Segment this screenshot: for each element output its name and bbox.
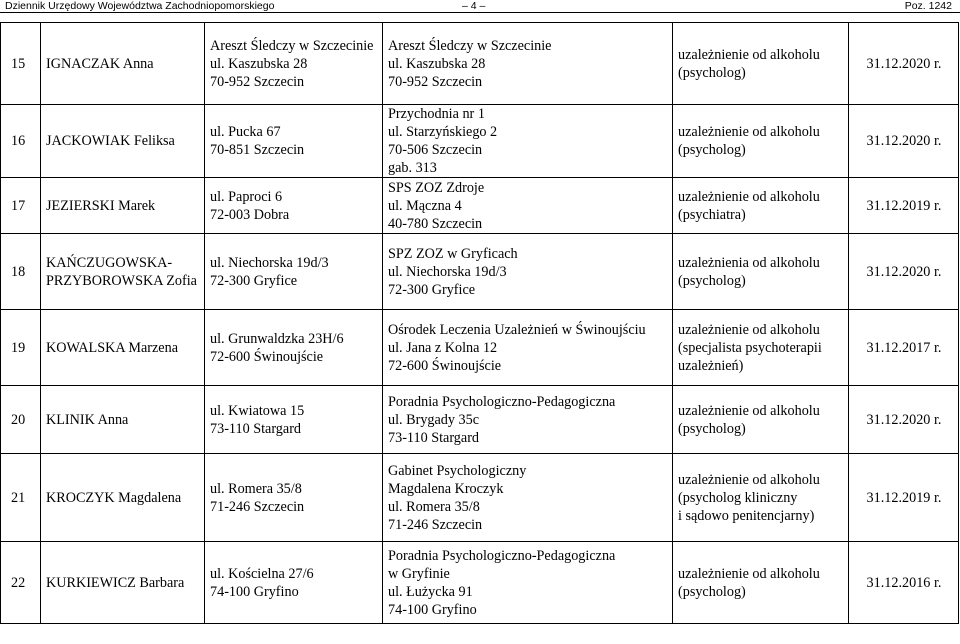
- page-header: [0, 0, 960, 12]
- person-name-line: PRZYBOROWSKA Zofia: [46, 272, 197, 289]
- person-address-line: 72-300 Gryfice: [210, 272, 298, 289]
- specialization-line: (psycholog): [678, 142, 746, 158]
- practice-place-line: 70-506 Szczecin: [388, 142, 483, 158]
- specialization-line: (psycholog kliniczny: [678, 489, 798, 506]
- person-name-cell: [41, 310, 205, 386]
- row-number-cell: 20: [1, 386, 41, 454]
- valid-until-date-cell: 31.12.2020 r.: [849, 23, 959, 105]
- person-name-line: JACKOWIAK Feliksa: [46, 133, 175, 149]
- person-address-cell: [205, 386, 383, 454]
- practice-place-line: ul. Mączna 4: [388, 197, 462, 214]
- specialization-line: (psycholog): [678, 420, 746, 437]
- person-address-line: 71-246 Szczecin: [210, 498, 305, 515]
- specialization-line: uzależnienia od alkoholu: [678, 254, 820, 271]
- specialization-line: (psychiatra): [678, 206, 746, 223]
- person-name-cell: [41, 386, 205, 454]
- practice-place-line: Przychodnia nr 1: [388, 106, 485, 122]
- person-address-line: ul. Kwiatowa 15: [210, 402, 305, 419]
- specialization-line: uzależnienie od alkoholu: [678, 188, 820, 205]
- practice-place-line: 40-780 Szczecin: [388, 215, 483, 232]
- practice-place-line: w Gryfinie: [388, 565, 450, 582]
- person-name-cell: [41, 542, 205, 624]
- person-address-line: ul. Grunwaldzka 23H/6: [210, 330, 344, 347]
- practice-place-line: Poradnia Psychologiczno-Pedagogiczna: [388, 393, 616, 410]
- specialization-line: uzależnień): [678, 357, 744, 374]
- register-table: [0, 22, 959, 624]
- practice-place-line: ul. Łużycka 91: [388, 583, 473, 600]
- person-address-line: 72-003 Dobra: [210, 206, 290, 223]
- person-address-line: 70-851 Szczecin: [210, 142, 305, 158]
- person-address-line: ul. Kościelna 27/6: [210, 565, 314, 582]
- table-row: [1, 310, 959, 386]
- row-number-cell: 16: [1, 105, 41, 178]
- person-address-line: Areszt Śledczy w Szczecinie: [210, 37, 374, 54]
- table-row: [1, 454, 959, 542]
- specialization-line: uzależnienie od alkoholu: [678, 46, 820, 63]
- person-name-line: KOWALSKA Marzena: [46, 339, 178, 356]
- person-address-line: ul. Paproci 6: [210, 188, 283, 205]
- practice-place-line: 74-100 Gryfino: [388, 601, 477, 618]
- person-name-cell: [41, 454, 205, 542]
- person-name-line: KAŃCZUGOWSKA-: [46, 254, 173, 271]
- practice-place-line: ul. Niechorska 19d/3: [388, 263, 507, 280]
- practice-place-line: ul. Jana z Kolna 12: [388, 339, 498, 356]
- person-address-line: 73-110 Stargard: [210, 420, 302, 437]
- practice-place-cell: [383, 386, 673, 454]
- practice-place-line: ul. Kaszubska 28: [388, 55, 486, 72]
- row-number-cell: 19: [1, 310, 41, 386]
- specialization-line: uzależnienie od alkoholu: [678, 321, 820, 338]
- table-row: [1, 105, 959, 178]
- specialization-line: uzależnienie od alkoholu: [678, 124, 820, 140]
- person-address-cell: [205, 310, 383, 386]
- specialization-cell: [673, 542, 849, 624]
- specialization-cell: [673, 310, 849, 386]
- practice-place-line: 72-600 Świnoujście: [388, 357, 502, 374]
- person-address-line: 70-952 Szczecin: [210, 73, 305, 90]
- table-row: [1, 23, 959, 105]
- specialization-line: (psycholog): [678, 272, 746, 289]
- practice-place-line: 72-300 Gryfice: [388, 281, 476, 298]
- person-name-line: KLINIK Anna: [46, 411, 129, 428]
- specialization-cell: [673, 234, 849, 310]
- person-name-line: KROCZYK Magdalena: [46, 489, 182, 506]
- specialization-cell: [673, 386, 849, 454]
- specialization-line: uzależnienie od alkoholu: [678, 471, 820, 488]
- specialization-line: (specjalista psychoterapii: [678, 339, 822, 356]
- person-name-line: IGNACZAK Anna: [46, 55, 154, 72]
- person-address-line: ul. Romera 35/8: [210, 480, 302, 497]
- person-address-line: ul. Niechorska 19d/3: [210, 254, 329, 271]
- person-name-cell: [41, 178, 205, 234]
- specialization-cell: [673, 23, 849, 105]
- valid-until-date-cell: 31.12.2020 r.: [849, 386, 959, 454]
- specialization-cell: [673, 454, 849, 542]
- row-number-cell: 15: [1, 23, 41, 105]
- table-row: [1, 234, 959, 310]
- valid-until-date-cell: 31.12.2016 r.: [849, 542, 959, 624]
- practice-place-line: Magdalena Kroczyk: [388, 480, 504, 497]
- practice-place-cell: [383, 23, 673, 105]
- practice-place-line: ul. Romera 35/8: [388, 498, 480, 515]
- specialization-line: uzależnienie od alkoholu: [678, 402, 820, 419]
- practice-place-line: ul. Starzyńskiego 2: [388, 124, 498, 140]
- practice-place-line: SPZ ZOZ w Gryficach: [388, 245, 518, 262]
- specialization-cell: [673, 105, 849, 178]
- specialization-line: (psycholog): [678, 583, 746, 600]
- table-row: [1, 178, 959, 234]
- practice-place-cell: [383, 178, 673, 234]
- position-number: Poz. 1242: [904, 0, 952, 12]
- person-address-line: 74-100 Gryfino: [210, 583, 299, 600]
- practice-place-cell: [383, 310, 673, 386]
- practice-place-line: Gabinet Psychologiczny: [388, 462, 527, 479]
- practice-place-line: 73-110 Stargard: [388, 429, 480, 446]
- publication-title: Dziennik Urzędowy Województwa Zachodniopomorskiego: [5, 0, 275, 12]
- person-address-cell: [205, 542, 383, 624]
- practice-place-line: SPS ZOZ Zdroje: [388, 179, 485, 196]
- practice-place-cell: [383, 454, 673, 542]
- row-number-cell: 21: [1, 454, 41, 542]
- table-row: [1, 386, 959, 454]
- page-number: – 4 –: [462, 0, 486, 12]
- person-name-line: JEZIERSKI Marek: [46, 197, 156, 214]
- person-address-line: ul. Pucka 67: [210, 124, 281, 140]
- practice-place-line: Poradnia Psychologiczno-Pedagogiczna: [388, 547, 616, 564]
- practice-place-line: Areszt Śledczy w Szczecinie: [388, 37, 552, 54]
- person-name-cell: [41, 234, 205, 310]
- practice-place-line: ul. Brygady 35c: [388, 411, 480, 428]
- practice-place-line: 70-952 Szczecin: [388, 73, 483, 90]
- person-address-cell: [205, 23, 383, 105]
- person-address-cell: [205, 178, 383, 234]
- person-name-line: KURKIEWICZ Barbara: [46, 574, 185, 591]
- row-number-cell: 17: [1, 178, 41, 234]
- person-address-cell: [205, 105, 383, 178]
- register-body: [1, 23, 959, 624]
- practice-place-cell: [383, 234, 673, 310]
- practice-place-cell: [383, 542, 673, 624]
- valid-until-date-cell: 31.12.2019 r.: [849, 178, 959, 234]
- header-divider: [0, 12, 960, 13]
- valid-until-date-cell: 31.12.2019 r.: [849, 454, 959, 542]
- person-address-line: 72-600 Świnoujście: [210, 348, 324, 365]
- specialization-line: uzależnienie od alkoholu: [678, 565, 820, 582]
- practice-place-cell: [383, 105, 673, 178]
- valid-until-date-cell: 31.12.2017 r.: [849, 310, 959, 386]
- valid-until-date-cell: 31.12.2020 r.: [849, 105, 959, 178]
- person-address-cell: [205, 234, 383, 310]
- person-name-cell: [41, 23, 205, 105]
- practice-place-line: Ośrodek Leczenia Uzależnień w Świnoujściu: [388, 321, 646, 338]
- person-address-line: ul. Kaszubska 28: [210, 55, 308, 72]
- practice-place-line: gab. 313: [388, 160, 437, 176]
- practice-place-line: 71-246 Szczecin: [388, 516, 483, 533]
- specialization-line: (psycholog): [678, 64, 746, 81]
- specialization-cell: [673, 178, 849, 234]
- person-name-cell: [41, 105, 205, 178]
- row-number-cell: 18: [1, 234, 41, 310]
- person-address-cell: [205, 454, 383, 542]
- valid-until-date-cell: 31.12.2020 r.: [849, 234, 959, 310]
- row-number-cell: 22: [1, 542, 41, 624]
- table-row: [1, 542, 959, 624]
- specialization-line: i sądowo penitencjarny): [678, 507, 815, 524]
